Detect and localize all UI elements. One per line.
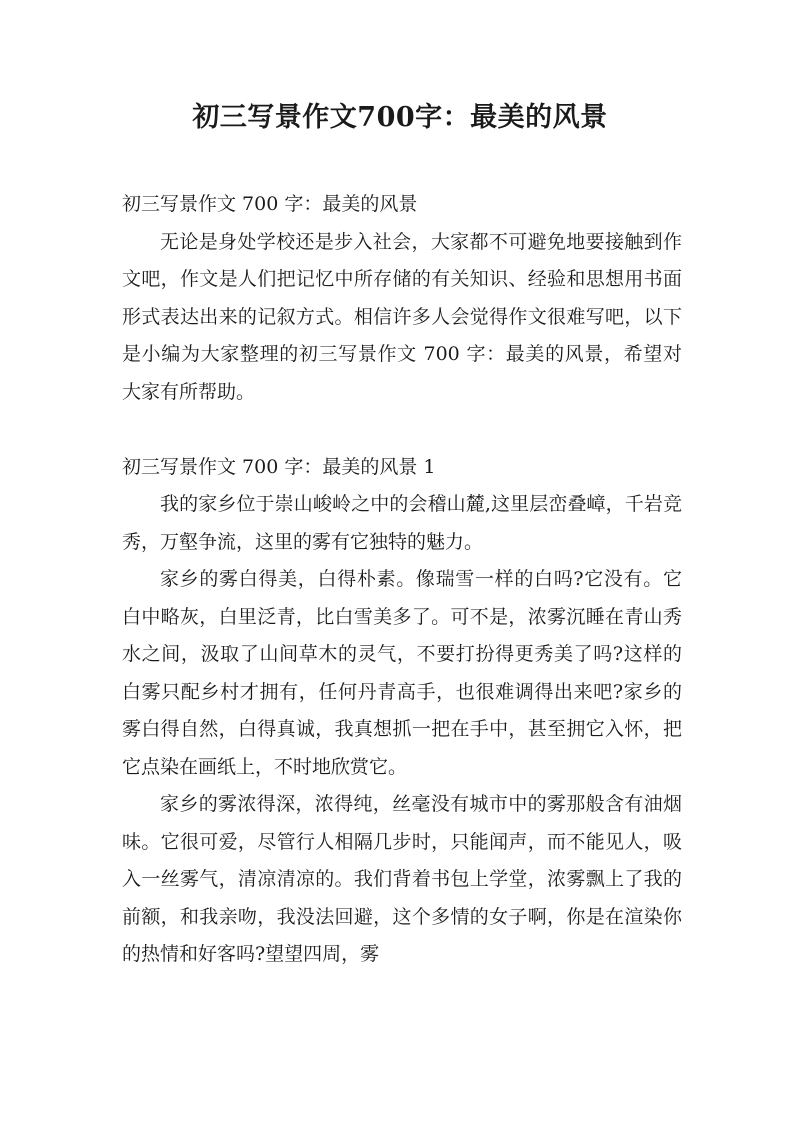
paragraph-intro: 无论是身处学校还是步入社会，大家都不可避免地要接触到作文吧，作文是人们把记忆中所存储的有关知识、经验和思想用书面形式表达出来的记叙方式。相信许多人会觉得作文很难写吧，以下是小编为大家整理的初三写景作文 700 字：最美的风景，希望对大家有所帮助。 bbox=[122, 230, 682, 403]
section-heading-intro: 初三写景作文 700 字：最美的风景 bbox=[122, 193, 418, 215]
document-body bbox=[122, 186, 682, 974]
document-title: 初三写景作文700字：最美的风景 bbox=[192, 102, 608, 133]
section-heading-1: 初三写景作文 700 字：最美的风景 1 bbox=[122, 455, 436, 478]
paragraph-hometown: 我的家乡位于崇山峻岭之中的会稽山麓,这里层峦叠嶂，千岩竞秀，万壑争流，这里的雾有它独特的魅力。 bbox=[122, 493, 682, 553]
paragraph-dense-fog: 家乡的雾浓得深，浓得纯，丝毫没有城市中的雾那般含有油烟味。它很可爱，尽管行人相隔几步时，只能闻声，而不能见人，吸入一丝雾气，清凉清凉的。我们背着书包上学堂，浓雾飘上了我的前额，和我亲吻，我没法回避，这个多情的女子啊，你是在渲染你的热情和好客吗?望望四周，雾 bbox=[122, 793, 682, 965]
paragraph-white-fog: 家乡的雾白得美，白得朴素。像瑞雪一样的白吗?它没有。它白中略灰，白里泛青，比白雪美多了。可不是，浓雾沉睡在青山秀水之间，汲取了山间草木的灵气，不要打扮得更秀美了吗?这样的白雾只配乡村才拥有，任何丹青高手，也很难调得出来吧?家乡的雾白得自然，白得真诚，我真想抓一把在手中，甚至拥它入怀，把它点染在画纸上，不时地欣赏它。 bbox=[122, 568, 682, 778]
paragraph-gap bbox=[122, 411, 682, 449]
